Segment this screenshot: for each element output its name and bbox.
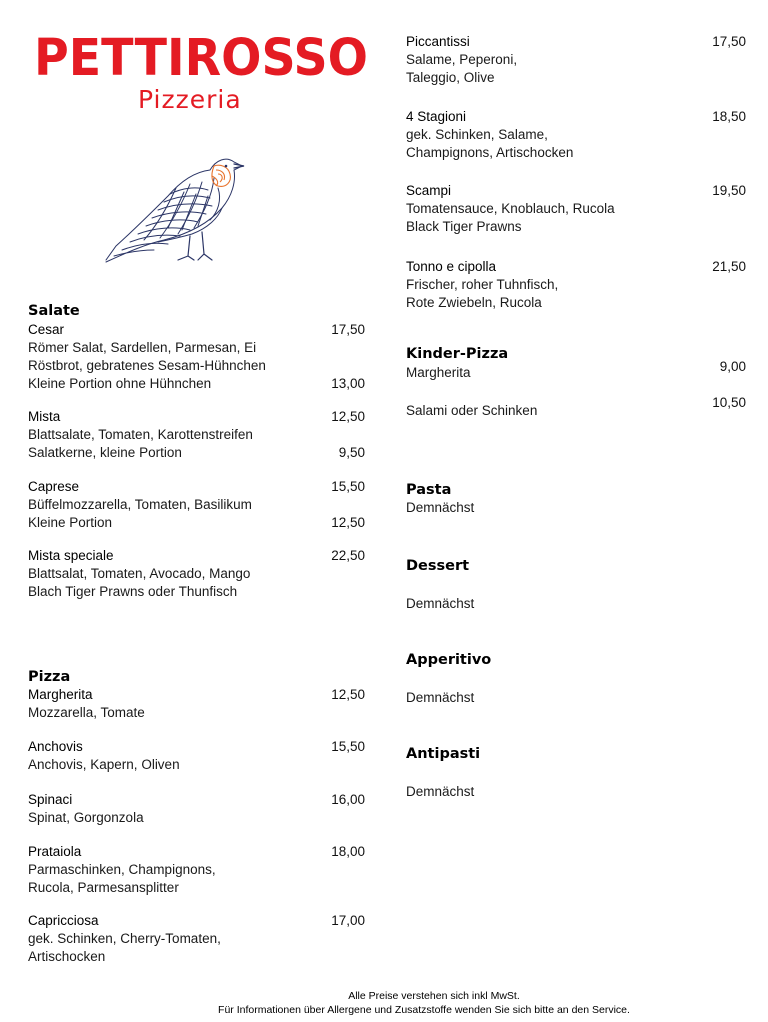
item-price: 21,50 [712,259,746,274]
item-description: Champignons, Artischocken [406,145,574,160]
footer-allergen-note: Für Informationen über Allergene und Zusatzstoffe wenden Sie sich bitte an den Service. [218,1004,630,1016]
menu-item-mista [28,408,368,462]
item-price: 17,50 [712,34,746,49]
brand-name: PETTIROSSO [34,29,368,88]
item-description: Blach Tiger Prawns oder Thunfisch [28,584,238,599]
item-description: gek. Schinken, Salame, [406,127,548,142]
item-small-price: 13,00 [331,376,365,391]
item-price: 18,00 [331,844,365,859]
menu-item-scampi [406,182,746,236]
menu-item-piccantissi [406,33,746,87]
item-name: Mista speciale [28,548,114,563]
item-name: 4 Stagioni [406,109,467,124]
menu-item-tonno-e-cipolla [406,258,746,312]
item-name: Caprese [28,479,80,494]
item-description: Parmaschinken, Champignons, [28,862,216,877]
item-price: 18,50 [712,109,746,124]
section-note: Demnächst [406,784,475,799]
item-description: Spinat, Gorgonzola [28,810,144,825]
item-name: Salami oder Schinken [406,403,538,418]
item-name: Prataiola [28,844,82,859]
menu-item-kinder-margherita [406,359,746,382]
section-pasta [406,481,746,517]
item-description: Artischocken [28,949,106,964]
menu-item-spinaci [28,791,368,827]
item-price: 12,50 [331,687,365,702]
menu-item-anchovis [28,738,368,774]
item-description: Rucola, Parmesansplitter [28,880,179,895]
item-price: 15,50 [331,479,365,494]
item-price: 17,50 [331,322,365,337]
item-name: Capricciosa [28,913,99,928]
menu-item-caprese [28,478,368,532]
menu-item-mista-speciale [28,547,368,601]
item-price: 12,50 [331,409,365,424]
item-name: Tonno e cipolla [406,259,497,274]
section-note: Demnächst [406,500,475,515]
menu-item-4-stagioni [406,108,746,162]
item-description: Taleggio, Olive [406,70,495,85]
section-apperitivo [406,651,746,707]
brand-subtitle: Pizzeria [138,85,242,114]
item-name: Anchovis [28,739,83,754]
robin-icon [98,148,248,266]
item-description: Rote Zwiebeln, Rucola [406,295,542,310]
item-price: 17,00 [331,913,365,928]
item-small-portion: Salatkerne, kleine Portion [28,445,182,460]
item-description: Blattsalate, Tomaten, Karottenstreifen [28,427,253,442]
item-description: Röstbrot, gebratenes Sesam-Hühnchen [28,358,266,373]
item-price: 15,50 [331,739,365,754]
section-title: Dessert [406,558,470,574]
item-description: Black Tiger Prawns [406,219,522,234]
section-note: Demnächst [406,596,475,611]
item-description: Salame, Peperoni, [406,52,518,67]
menu-item-cesar [28,321,368,393]
item-description: Blattsalat, Tomaten, Avocado, Mango [28,566,251,581]
item-description: Römer Salat, Sardellen, Parmesan, Ei [28,340,257,355]
section-title: Kinder-Pizza [406,346,509,362]
section-antipasti [406,745,746,801]
item-small-price: 9,50 [338,445,365,460]
item-price: 19,50 [712,183,746,198]
item-small-portion: Kleine Portion [28,515,113,530]
item-small-price: 12,50 [331,515,365,530]
section-title: Pasta [406,482,452,498]
section-salate [28,302,368,320]
menu-item-margherita [28,686,368,722]
section-note: Demnächst [406,690,475,705]
item-name: Margherita [28,687,93,702]
item-price: 9,00 [719,359,746,374]
item-name: Mista [28,409,61,424]
section-title: Salate [28,303,80,319]
section-title: Antipasti [406,746,481,762]
item-description: Büffelmozzarella, Tomaten, Basilikum [28,497,252,512]
logo [34,29,368,114]
item-small-portion: Kleine Portion ohne Hühnchen [28,376,212,391]
menu-item-capricciosa [28,912,368,966]
item-name: Margherita [406,365,471,380]
item-name: Piccantissi [406,34,470,49]
item-description: Frischer, roher Tuhnfisch, [406,277,559,292]
menu-item-prataiola [28,843,368,897]
item-price: 10,50 [712,395,746,410]
item-description: Tomatensauce, Knoblauch, Rucola [406,201,615,216]
item-description: Mozzarella, Tomate [28,705,145,720]
item-description: gek. Schinken, Cherry-Tomaten, [28,931,221,946]
section-kinder-pizza [406,345,746,363]
item-price: 22,50 [331,548,365,563]
section-dessert [406,557,746,613]
item-description: Anchovis, Kapern, Oliven [28,757,180,772]
section-pizza [28,668,368,686]
section-title: Apperitivo [406,652,492,668]
item-name: Spinaci [28,792,73,807]
item-name: Cesar [28,322,65,337]
item-price: 16,00 [331,792,365,807]
menu-item-kinder-salami [406,395,746,420]
footer-vat-note: Alle Preise verstehen sich inkl MwSt. [348,990,520,1002]
section-title: Pizza [28,669,71,685]
item-name: Scampi [406,183,452,198]
